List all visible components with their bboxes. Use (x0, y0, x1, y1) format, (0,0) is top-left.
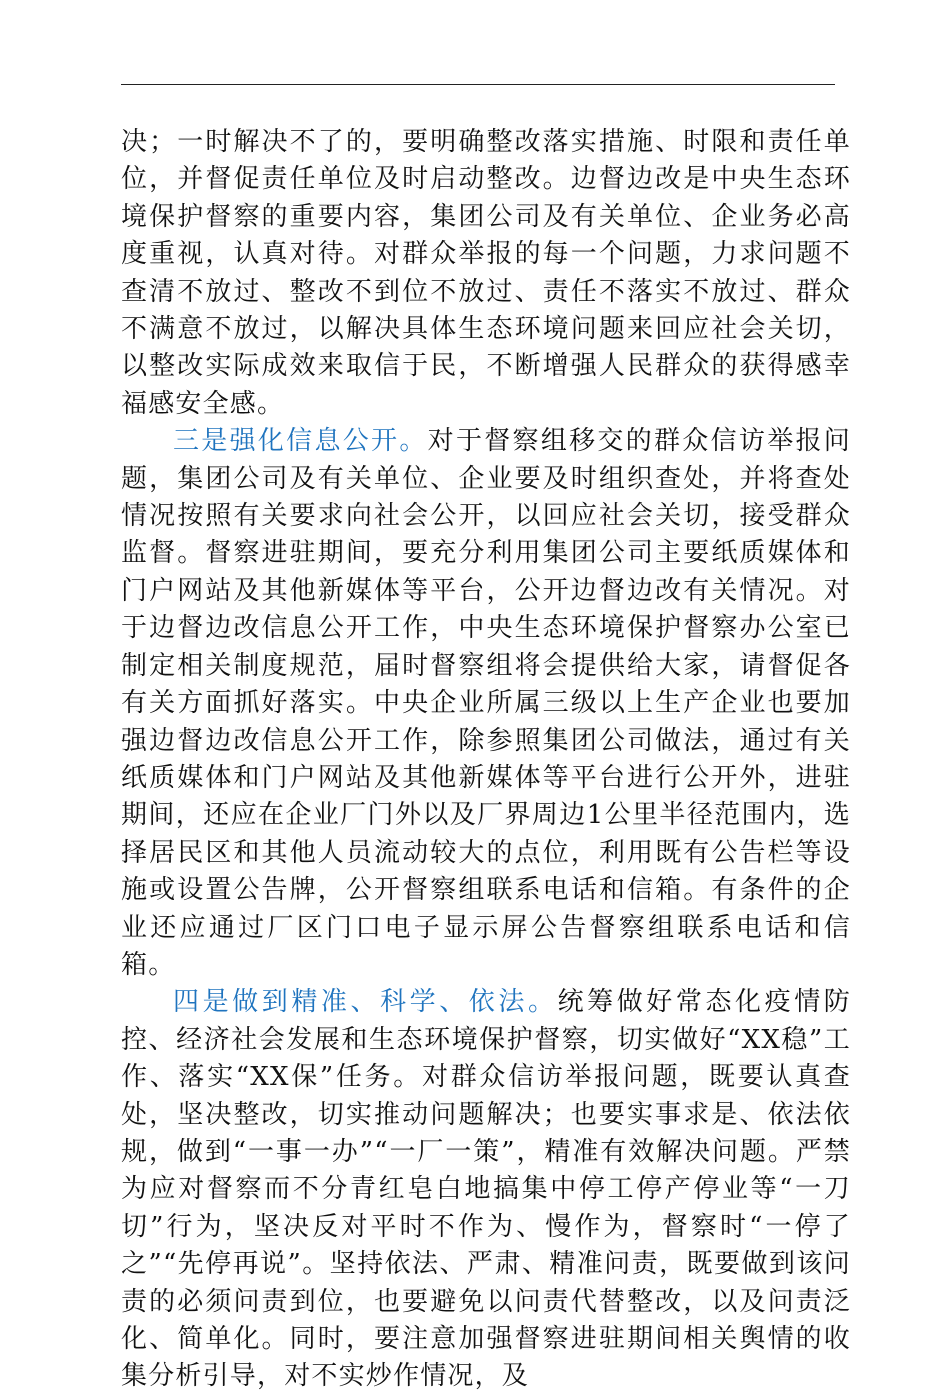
paragraph-3 (121, 984, 851, 1395)
paragraph-1 (121, 124, 851, 423)
paragraph-1-text: 决；一时解决不了的，要明确整改落实措施、时限和责任单位，并督促责任单位及时启动整改。边督边改是中央生态环境保护督察的重要内容，集团公司及有关单位、企业务必高度重视，认真对待。对群众举报的每一个问题，力求问题不查清不放过、整改不到位不放过、责任不落实不放过、群众不满意不放过，以解决具体生态环境问题来回应社会关切，以整改实际成效来取信于民，不断增强人民群众的获得感幸福感安全感。 (121, 127, 851, 419)
paragraph-2 (121, 423, 851, 984)
header-rule (121, 84, 835, 85)
paragraph-2-text: 对于督察组移交的群众信访举报问题，集团公司及有关单位、企业要及时组织查处，并将查处情况按照有关要求向社会公开，以回应社会关切，接受群众监督。督察进驻期间，要充分利用集团公司主要纸质媒体和门户网站及其他新媒体等平台，公开边督边改有关情况。对于边督边改信息公开工作，中央生态环境保护督察办公室已制定相关制度规范，届时督察组将会提供给大家，请督促各有关方面抓好落实。中央企业所属三级以上生产企业也要加强边督边改信息公开工作，除参照集团公司做法，通过有关纸质媒体和门户网站及其他新媒体等平台进行公开外，进驻期间，还应在企业厂门外以及厂界周边1公里半径范围内，选择居民区和其他人员流动较大的点位，利用既有公告栏等设施或设置公告牌，公开督察组联系电话和信箱。有条件的企业还应通过厂区门口电子显示屏公告督察组联系电话和信箱。 (121, 426, 851, 980)
paragraph-3-text: 统筹做好常态化疫情防控、经济社会发展和生态环境保护督察，切实做好“XX稳”工作、落实“XX保”任务。对群众信访举报问题，既要认真查处，坚决整改，切实推动问题解决；也要实事求是、依法依规，做到“一事一办”“一厂一策”，精准有效解决问题。严禁为应对督察而不分青红皂白地搞集中停工停产停业等“一刀切”行为，坚决反对平时不作为、慢作为，督察时“一停了之”“先停再说”。坚持依法、严肃、精准问责，既要做到该问责的必须问责到位，也要避免以问责代替整改，以及问责泛化、简单化。同时，要注意加强督察进驻期间相关舆情的收集分析引导，对不实炒作情况，及 (121, 987, 851, 1392)
document-body (121, 124, 851, 1396)
paragraph-3-heading: 四是做到精准、科学、依法。 (173, 987, 558, 1018)
paragraph-2-heading: 三是强化信息公开。 (173, 426, 428, 457)
